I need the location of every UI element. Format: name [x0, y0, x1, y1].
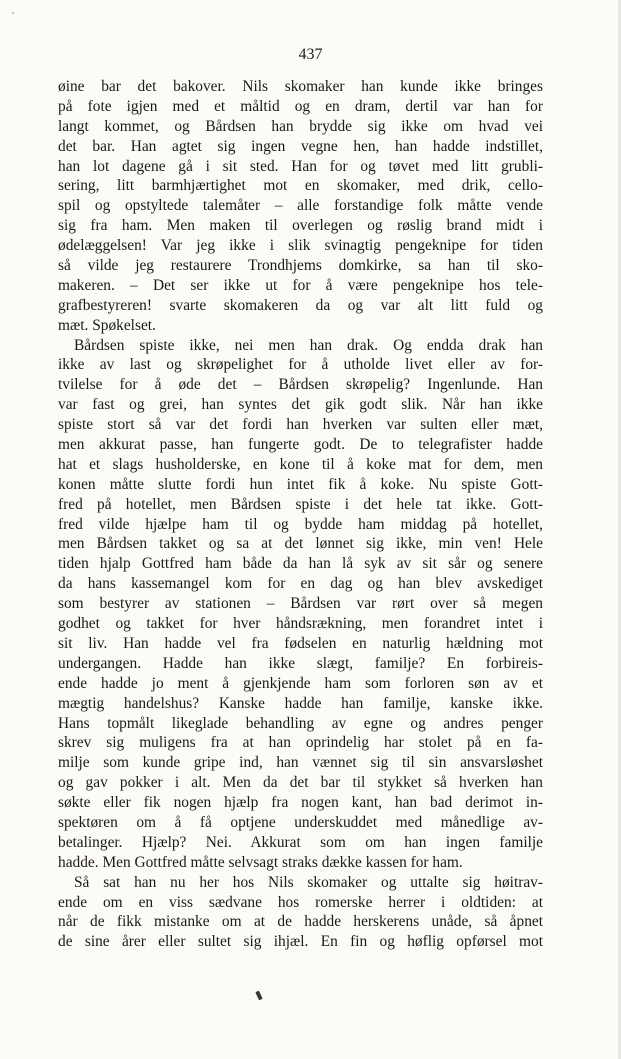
text-line: skrev sig muligens fra at han oprindelig har stolet på en fa- [58, 734, 543, 752]
text-line: godhet og takket for hver håndsrækning, men forandret intet i [58, 615, 543, 633]
text-line: sit liv. Han hadde vel fra fødselen en naturlig hældning mot [58, 634, 543, 652]
text-line: han lot dagene gå i sit sted. Han for og tøvet med litt grubli- [58, 157, 543, 175]
text-line: ikke av last og skrøpelighet for å utholde livet eller av for- [58, 356, 543, 374]
text-line: så vilde jeg restaurere Trondhjems domkirke, sa han til sko- [58, 257, 543, 275]
text-line: sig fra ham. Men maken til overlegen og røslig brand midt i [58, 217, 543, 235]
text-line: fred på hotellet, men Bårdsen spiste i det hele tat ikke. Gott- [58, 495, 543, 513]
text-line: Hans topmålt likeglade behandling av egne og andres penger [58, 714, 543, 732]
paragraph-start-line: Bårdsen spiste ikke, nei men han drak. Og endda drak han [74, 336, 543, 354]
text-line: betalinger. Hjælp? Nei. Akkurat som om han ingen familje [58, 833, 543, 851]
text-line: undergangen. Hadde han ikke slægt, familje? En forbireis- [58, 654, 543, 672]
text-line: sering, litt barmhjærtighet mot en skomaker, med drik, cello- [58, 177, 543, 195]
text-line: på fote igjen med et måltid og en dram, dertil var han for [58, 97, 543, 115]
text-line: når de fikk mistanke om at de hadde herskerens unåde, så åpnet [58, 913, 543, 931]
text-line: ende hadde jo ment å gjenkjende ham som forloren søn av et [58, 674, 543, 692]
print-speck [12, 12, 14, 14]
text-line: milje som kunde gripe ind, han vænnet sig til sin ansvarsløshet [58, 754, 543, 772]
text-line: søkte eller fik nogen hjælp fra nogen kant, han bad derimot in- [58, 794, 543, 812]
text-line: de sine årer eller sultet sig ihjæl. En fin og høflig opførsel mot [58, 933, 543, 951]
text-line: langt kommet, og Bårdsen han brydde sig ikke om hvad vei [58, 117, 543, 135]
text-line: og gav pokker i alt. Men da det bar til stykket så hverken han [58, 774, 543, 792]
text-line: grafbestyreren! svarte skomakeren da og var alt litt fuld og [58, 296, 543, 314]
text-line: hat et slags husholderske, en kone til å koke mat for dem, men [58, 455, 543, 473]
paragraph-end-line: mæt. Spøkelset. [58, 316, 156, 334]
text-line: det bar. Han agtet sig ingen vegne hen, han hadde indstillet, [58, 137, 543, 155]
text-line: men akkurat passe, han fungerte godt. De to telegrafister hadde [58, 436, 543, 454]
text-line: tiden hjalp Gottfred ham både da han lå syk av sit sår og senere [58, 555, 543, 573]
text-line: ødelæggelsen! Var jeg ikke i slik svinagtig pengeknipe for tiden [58, 237, 543, 255]
text-line: men Bårdsen takket og sa at det lønnet sig ikke, min ven! Hele [58, 535, 543, 553]
text-line: øine bar det bakover. Nils skomaker han kunde ikke bringes [58, 78, 543, 95]
text-line: som bestyrer av stationen – Bårdsen var rørt over så megen [58, 595, 543, 613]
text-line: fred vilde hjælpe ham til og bydde ham middag på hotellet, [58, 515, 543, 533]
text-line: makeren. – Det ser ikke ut for å være pengeknipe hos tele- [58, 276, 543, 294]
text-line: mægtig handelshus? Kanske hadde han familje, kanske ikke. [58, 694, 543, 712]
text-line: spektøren om å få optjene underskuddet med månedlige av- [58, 813, 543, 831]
paragraph-end-line: hadde. Men Gottfred måtte selvsagt straks dække kassen for ham. [58, 853, 463, 871]
text-line: spil og opstyltede talemåter – alle forstandige folk måtte vende [58, 197, 543, 215]
body-text [58, 77, 543, 952]
text-line: spiste stort så var det fordi han hverken var sulten eller mæt, [58, 416, 543, 434]
text-line: da hans kassemangel kom for en dag og han blev avskediget [58, 575, 543, 593]
text-line: var fast og grei, han syntes det gik godt slik. Når han ikke [58, 396, 543, 414]
page-number: 437 [298, 46, 323, 63]
paragraph-start-line: Så sat han nu her hos Nils skomaker og uttalte sig høitrav- [74, 873, 543, 891]
text-line: konen måtte slutte fordi hun intet fik å koke. Nu spiste Gott- [58, 475, 543, 493]
ink-mark [255, 991, 262, 1001]
text-line: ende om en viss sædvane hos romerske herrer i oldtiden: at [58, 893, 543, 911]
text-line: tvilelse for å øde det – Bårdsen skrøpelig? Ingenlunde. Han [58, 376, 543, 394]
